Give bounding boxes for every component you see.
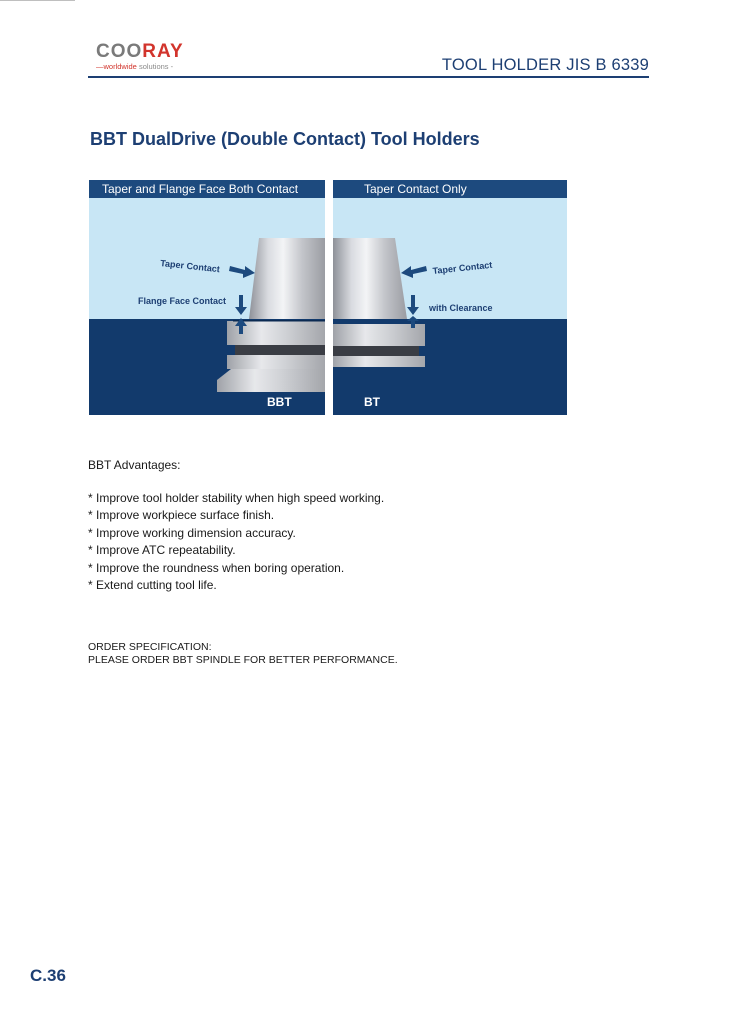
order-specification: [88, 641, 398, 667]
list-item: * Improve workpiece surface finish.: [88, 508, 275, 523]
header-divider: [88, 76, 649, 78]
logo-tagline: [96, 62, 206, 71]
page-title: BBT DualDrive (Double Contact) Tool Holders: [90, 129, 480, 149]
right-taper-contact-label: Taper Contact: [432, 259, 493, 276]
logo-tagline-rest: solutions -: [136, 62, 174, 71]
logo-word-part2: RAY: [142, 41, 184, 62]
order-text: PLEASE ORDER BBT SPINDLE FOR BETTER PERFORMANCE.: [88, 654, 398, 666]
advantages-list: [88, 490, 384, 594]
contact-comparison-figure: [89, 180, 567, 415]
order-heading: ORDER SPECIFICATION:: [88, 641, 212, 653]
logo-tagline-word: worldwide: [103, 62, 137, 71]
list-item: * Improve ATC repeatability.: [88, 543, 236, 558]
flange-face-contact-label: Flange Face Contact: [138, 296, 227, 306]
list-item: * Extend cutting tool life.: [88, 578, 217, 593]
list-item: * Improve tool holder stability when high speed working.: [88, 491, 385, 505]
left-panel-heading: Taper and Flange Face Both Contact: [102, 182, 299, 196]
right-panel: [333, 180, 567, 415]
page-number: C.36: [30, 966, 66, 985]
corner-rule: [0, 0, 75, 1]
bbt-tag: BBT: [267, 395, 292, 409]
logo-tagline-prefix: —: [96, 62, 104, 71]
header-title: TOOL HOLDER JIS B 6339: [441, 56, 649, 74]
right-panel-heading: Taper Contact Only: [364, 182, 467, 196]
advantages-heading: BBT Advantages:: [88, 458, 181, 472]
with-clearance-label: with Clearance: [429, 303, 493, 313]
cooray-logo: [96, 42, 206, 74]
logo-word-part1: COO: [96, 41, 143, 62]
list-item: * Improve the roundness when boring operation.: [88, 560, 345, 575]
panel-divider: [325, 180, 333, 415]
left-taper-contact-label: Taper Contact: [159, 258, 221, 275]
list-item: * Improve working dimension accuracy.: [88, 525, 296, 540]
bt-tag: BT: [364, 395, 380, 409]
